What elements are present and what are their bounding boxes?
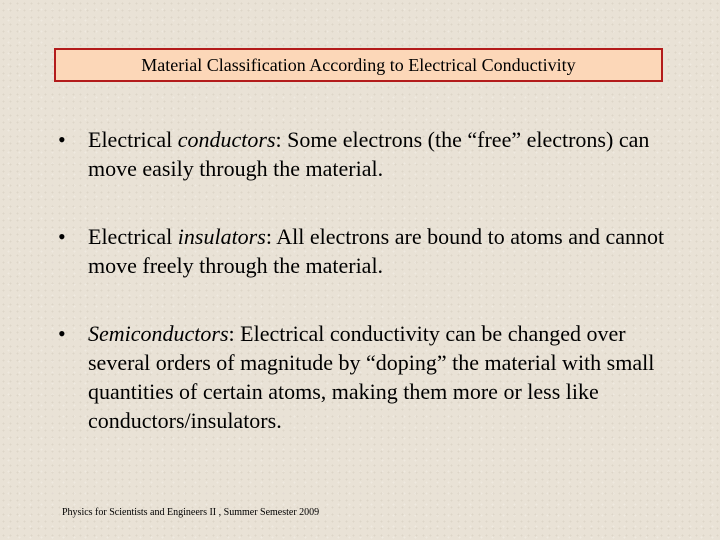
slide-title-box xyxy=(54,48,663,82)
bullet-marker: • xyxy=(58,127,66,152)
bullet-prefix: Electrical xyxy=(88,127,178,152)
bullet-item-semiconductors xyxy=(56,319,676,435)
bullet-text: : All electrons are bound to atoms and cannot move freely through the material. xyxy=(88,224,665,278)
slide-title: Material Classification According to Electrical Conductivity xyxy=(141,54,576,75)
bullet-text: : Electrical conductivity can be changed over several orders of magnitude by “doping” the material with small quantities of certain atoms, making them more or less like conductors/insulators. xyxy=(88,321,655,433)
bullet-term: Semiconductors xyxy=(88,321,229,346)
bullet-item-conductors xyxy=(56,125,676,183)
bullet-marker: • xyxy=(58,224,66,249)
bullet-item-insulators xyxy=(56,222,676,280)
bullet-list xyxy=(56,125,676,435)
bullet-marker: • xyxy=(58,321,66,346)
bullet-text: : Some electrons (the “free” electrons) can move easily through the material. xyxy=(88,127,650,181)
bullet-term: insulators xyxy=(177,224,266,249)
bullet-term: conductors xyxy=(177,127,276,152)
bullet-prefix: Electrical xyxy=(88,224,178,249)
slide-footer: Physics for Scientists and Engineers II , Summer Semester 2009 xyxy=(62,507,320,518)
